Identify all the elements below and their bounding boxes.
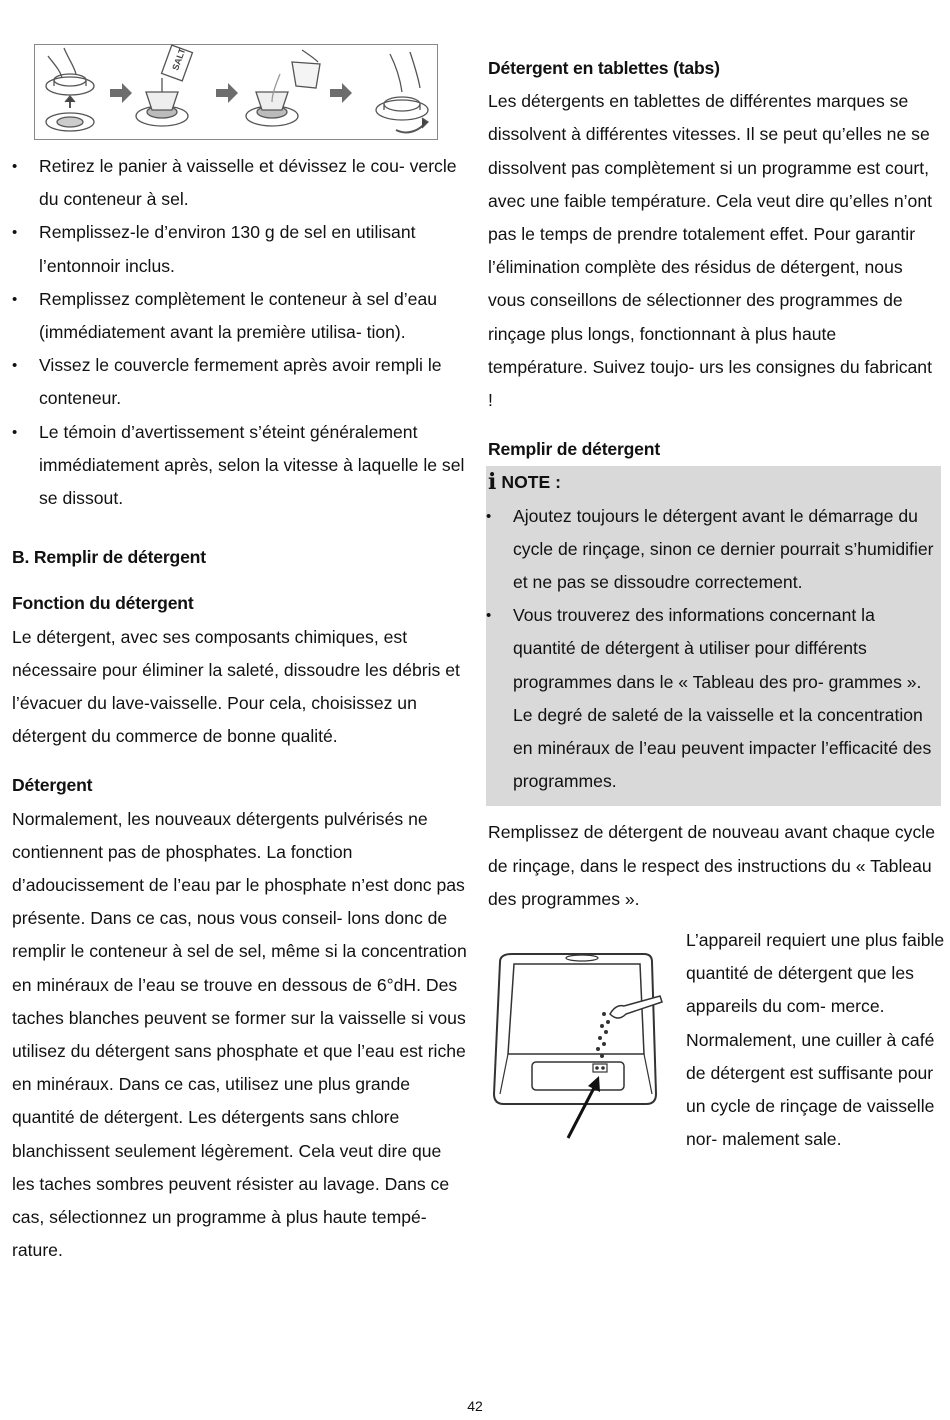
fill-detergent-title: Remplir de détergent xyxy=(488,439,660,460)
tabs-title: Détergent en tablettes (tabs) xyxy=(488,58,720,78)
right-column xyxy=(488,52,945,1184)
note-label: NOTE : xyxy=(501,472,561,493)
detergent-title: Détergent xyxy=(12,775,93,796)
detergent-dispenser-icon xyxy=(593,1064,607,1072)
salt-steps-list xyxy=(12,150,467,515)
detergent-powder-icon xyxy=(596,1012,610,1058)
section-title: B. Remplir de détergent xyxy=(12,547,206,568)
appliance-section xyxy=(488,924,945,1184)
list-item: • Retirez le panier à vaisselle et dévissez le cou- vercle du conteneur à sel. xyxy=(12,150,467,216)
detergent-paragraph: Normalement, les nouveaux détergents pulvérisés ne contiennent pas de phosphates. La fonction d’adoucissement de l’eau par le phosphate n’est donc pas présente. Dans ce cas, nous vous conseil- lons donc de remplir le conteneur à sel de sel, même si la concentration en minéraux de l’eau se trouve en dessous de 6°dH. Des taches blanches peuvent se former sur la vaisselle si vous utilisez du détergent sans phosphate et que l’eau est riche en minéraux. Dans ce cas, utilisez une plus grande quantité de détergent. Les détergents sans chlore blanchissent seulement légèrement. Cela veut dire que les taches sombres peuvent résister au lavage. Dans ce cas, sélectionnez un programme à plus haute tempé- rature. xyxy=(12,808,467,1261)
list-item: • Vissez le couvercle fermement après avoir rempli le conteneur. xyxy=(12,349,467,415)
page-number: 42 xyxy=(467,1398,483,1414)
dishwasher-svg xyxy=(492,944,672,1144)
salt-steps-svg xyxy=(34,44,438,140)
info-icon: i xyxy=(488,469,497,496)
dishwasher-illustration xyxy=(492,944,672,1144)
refill-paragraph: Remplissez de détergent de nouveau avant chaque cycle de rinçage, dans le respect des instructions du « Tableau des programmes ». xyxy=(488,822,935,909)
note-box xyxy=(486,466,941,806)
dishwasher-body xyxy=(494,954,656,1104)
list-item: • Le témoin d’avertissement s’éteint généralement immédiatement après, selon la vitesse à laquelle le sel se dissout. xyxy=(12,416,467,516)
salt-packet-label: SALT xyxy=(170,46,188,72)
note-header xyxy=(486,466,941,499)
note-list xyxy=(486,500,941,799)
arrow-icon xyxy=(568,1076,600,1138)
left-column xyxy=(12,44,467,1268)
appliance-paragraph: L’appareil requiert une plus faible quantité de détergent que les appareils du com- merce. Normalement, une cuiller à café de détergent est suffisante pour un cycle de rinçage de vaisselle nor- malement sale. xyxy=(686,930,945,1150)
list-item: • Remplissez-le d’environ 130 g de sel en utilisant l’entonnoir inclus. xyxy=(12,216,467,282)
list-item: • Remplissez complètement le conteneur à sel d’eau (immédiatement avant la première utilisa- tion). xyxy=(12,283,467,349)
function-paragraph: Le détergent, avec ses composants chimiques, est nécessaire pour éliminer la saleté, dissoudre les débris et l’évacuer du lave-vaisselle. Pour cela, choisissez un détergent du commerce de bonne qualité. xyxy=(12,626,460,747)
list-item: • Vous trouverez des informations concernant la quantité de détergent à utiliser pour différents programmes dans le « Tableau des pro- grammes ». Le degré de saleté de la vaisselle et la concentration en minéraux de l’eau peuvent impacter l’efficacité des programmes. xyxy=(486,599,941,798)
function-title: Fonction du détergent xyxy=(12,593,194,614)
salt-filling-illustration xyxy=(34,44,438,140)
list-item: • Ajoutez toujours le détergent avant le démarrage du cycle de rinçage, sinon ce dernier pourrait s’humidifier et ne pas se dissoudre correctement. xyxy=(486,500,941,600)
tabs-paragraph: Les détergents en tablettes de différentes marques se dissolvent à différentes vitesses. Il se peut qu’elles ne se dissolvent pas complètement si un programme est court, avec une faible température. Cela veut dire qu’elles n’ont pas le temps de prendre totalement effet. Pour garantir l’élimination complète des résidus de détergent, nous vous conseillons de sélectionner des programmes de rinçage plus longs, fonctionnant à plus haute température. Suivez toujo- urs les consignes du fabricant ! xyxy=(488,91,933,411)
